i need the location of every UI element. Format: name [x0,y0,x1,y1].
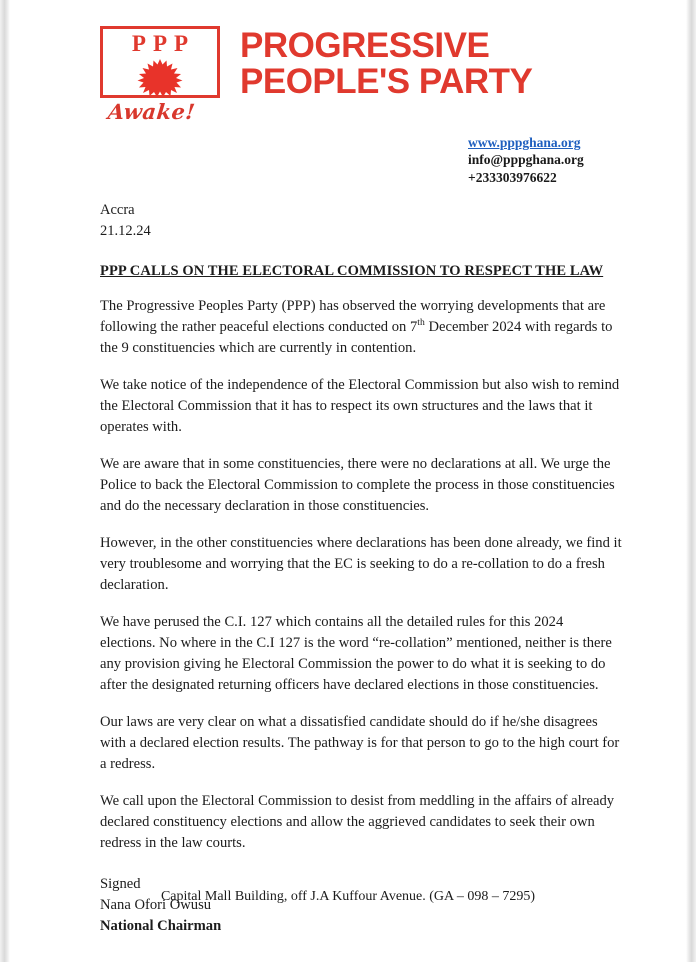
paragraph-3: We are aware that in some constituencies, there were no declarations at all. We urge the Police to back the Electoral Commission to complete the process in those constituencies and do the necessary declaration in those constituencies. [100,456,615,515]
party-wordmark [240,28,532,99]
wordmark-line-2: PEOPLE'S PARTY [240,61,533,101]
signatory-role: National Chairman [100,917,222,934]
paragraph-5: We have perused the C.I. 127 which contains all the detailed rules for this 2024 elections. No where in the C.I 127 is the word “re-collation” mentioned, neither is there any provision giving he Electoral Commission the power to do what it is seeking to do after the designated returning officers have declared elections in those constituencies. [100,614,612,694]
signatory-name: Nana Ofori Owusu [100,896,212,913]
phone-number: +233303976622 [468,169,557,185]
paragraph-1 [100,296,622,359]
date: 21.12.24 [100,222,151,239]
place: Accra [100,202,135,218]
letter-body [100,200,622,936]
press-release-headline: PPP CALLS ON THE ELECTORAL COMMISSION TO RESPECT THE LAW [100,263,604,280]
starburst-icon [134,59,186,97]
logo-slogan: Awake! [106,99,197,124]
letterhead [100,26,620,146]
paragraph-1-text-before-superscript: The Progressive Peoples Party (PPP) has observed the worrying developments that are following the rather peaceful elections conducted on 7 [100,298,606,336]
paragraph-6: Our laws are very clear on what a dissatisfied candidate should do if he/she disagrees with a declared election results. The pathway is for that person to go to the high court for a redress. [100,714,620,773]
wordmark-line-1: PROGRESSIVE [240,26,490,65]
paragraph-4: However, in the other constituencies where declarations has been done already, we find it very troublesome and worrying that the EC is seeking to do a re-collation to do a fresh declaration. [100,535,622,594]
page-edge-shadow-left [0,0,10,962]
party-logo [100,26,228,122]
letter-sheet [12,0,684,962]
paragraph-1-text-after-superscript: December 2024 with regards to the 9 constituencies which are currently in contention. [100,319,613,357]
logo-box [100,26,220,98]
signature-block [100,874,622,936]
page-edge-shadow-right [686,0,696,962]
footer-address: Capital Mall Building, off J.A Kuffour Avenue. (GA – 098 – 7295) [160,889,536,904]
date-ordinal-suffix: th [417,317,425,329]
signed-label: Signed [100,876,141,893]
website-link[interactable]: www.pppghana.org [468,135,581,150]
contact-block [468,134,584,186]
place-date-block [100,200,622,241]
email-address[interactable]: info@pppghana.org [468,152,584,168]
logo-acronym: PPP [131,31,196,56]
paragraph-7: We call upon the Electoral Commission to desist from meddling in the affairs of already declared constituency elections and allow the aggrieved candidates to seek their own redress in the law courts. [100,793,615,852]
paragraph-2: We take notice of the independence of the Electoral Commission but also wish to remind the Electoral Commission that it has to respect its own structures and the laws that it operates with. [100,377,620,436]
